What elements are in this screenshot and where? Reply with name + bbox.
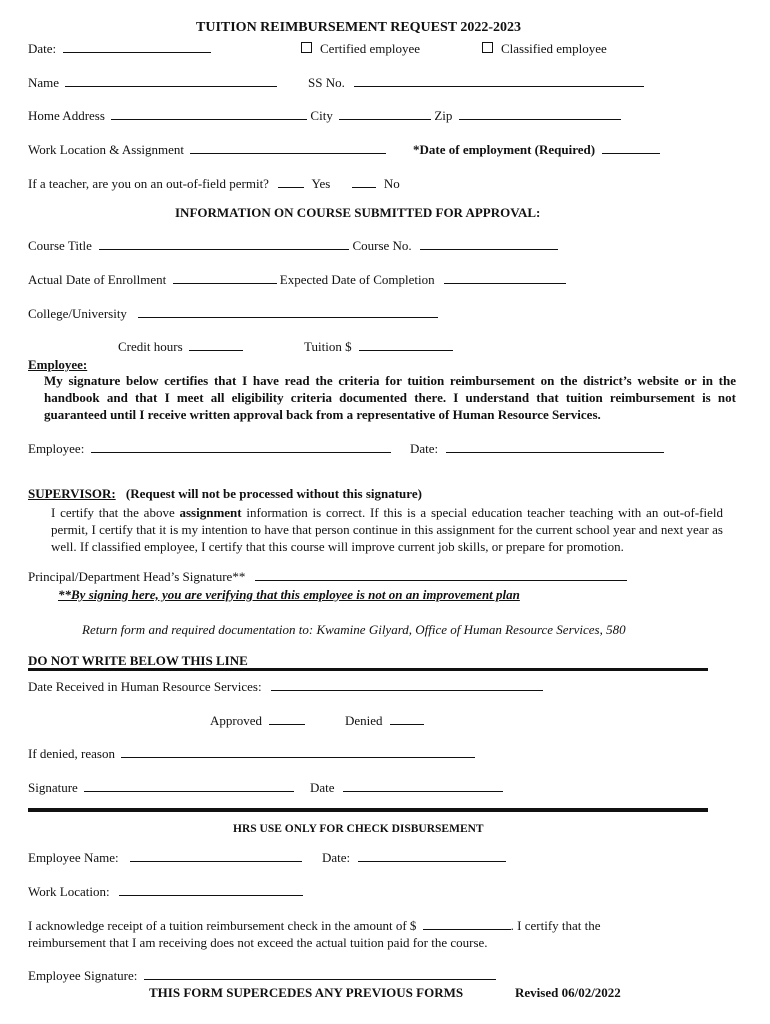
city-field[interactable] (339, 108, 431, 120)
work-location-label: Work Location & Assignment (28, 142, 185, 157)
name-label: Name (28, 75, 60, 90)
course-no-label: Course No. (352, 238, 412, 253)
certified-checkbox[interactable] (301, 42, 312, 53)
principal-signature-field[interactable] (255, 569, 627, 581)
employee-date-row (410, 441, 664, 457)
supervisor-statement (51, 504, 723, 555)
approved-field[interactable] (269, 713, 305, 725)
employee-signature-label: Employee Signature: (28, 968, 138, 983)
employee-name-label: Employee Name: (28, 850, 119, 865)
ack-text-3: reimbursement that I am receiving does not exceed the actual tuition paid for the course. (28, 935, 488, 950)
denied-label: Denied (345, 713, 383, 728)
check-amount-field[interactable] (423, 918, 511, 930)
do-not-write-heading: DO NOT WRITE BELOW THIS LINE (28, 653, 248, 668)
supervisor-text-bold: assignment (179, 505, 242, 520)
date-received-label: Date Received in Human Resource Services: (28, 679, 262, 694)
permit-question: If a teacher, are you on an out-of-field permit? (28, 176, 269, 191)
hrs-work-location-label: Work Location: (28, 884, 110, 899)
improvement-note: **By signing here, you are verifying that this employee is not on an improvement plan (58, 587, 520, 602)
hrs-work-location-row (28, 884, 303, 900)
hr-date-row (310, 780, 503, 796)
acknowledgement-row-1 (28, 918, 601, 934)
employee-date-label: Date: (410, 441, 439, 456)
denied-reason-label: If denied, reason (28, 746, 115, 761)
course-no-field[interactable] (420, 238, 558, 250)
permit-yes-label: Yes (311, 176, 331, 191)
permit-row (28, 176, 400, 192)
name-field[interactable] (65, 75, 277, 87)
enrollment-field[interactable] (173, 272, 277, 284)
approved-label: Approved (210, 713, 262, 728)
principal-sig-label: Principal/Department Head’s Signature** (28, 569, 246, 584)
zip-field[interactable] (459, 108, 621, 120)
denied-row (345, 713, 424, 729)
employee-name-row (28, 850, 302, 866)
ss-row (308, 75, 644, 91)
supervisor-text-1: I certify that the above (51, 505, 175, 520)
course-title-row (28, 238, 558, 254)
hrs-date-row (322, 850, 506, 866)
tuition-label: Tuition $ (304, 339, 352, 354)
ack-text-2: . I certify that the (510, 918, 601, 933)
form-title: TUITION REIMBURSEMENT REQUEST 2022-2023 (196, 20, 522, 35)
denied-field[interactable] (390, 713, 424, 725)
hrs-heading: HRS USE ONLY FOR CHECK DISBURSEMENT (233, 823, 484, 835)
denied-reason-row (28, 746, 475, 762)
course-title-label: Course Title (28, 238, 92, 253)
permit-yes-field[interactable] (278, 176, 304, 188)
return-note: Return form and required documentation to: Kwamine Gilyard, Office of Human Resource Services, 580 (82, 622, 626, 637)
classified-label: Classified employee (501, 41, 607, 56)
supervisor-heading-row (28, 486, 422, 502)
employee-signature-final-field[interactable] (144, 968, 496, 980)
supervisor-heading: SUPERVISOR: (28, 486, 116, 501)
city-label: City (310, 108, 333, 123)
ss-label: SS No. (308, 75, 345, 90)
approved-row (210, 713, 305, 729)
completion-field[interactable] (444, 272, 566, 284)
divider-line-thick (28, 808, 708, 812)
completion-label: Expected Date of Completion (279, 272, 435, 287)
employee-signature-row (28, 441, 391, 457)
college-row (28, 306, 438, 322)
date-label: Date: (28, 41, 57, 56)
employment-date-field[interactable] (602, 142, 660, 154)
employee-heading: Employee: (28, 357, 88, 372)
credit-hours-label: Credit hours (118, 339, 183, 354)
footer-revised: Revised 06/02/2022 (515, 985, 621, 1000)
employee-name-field[interactable] (130, 850, 302, 862)
principal-signature-row (28, 569, 627, 585)
credit-hours-field[interactable] (189, 339, 243, 351)
date-row (28, 41, 211, 57)
footer-supercedes: THIS FORM SUPERCEDES ANY PREVIOUS FORMS (149, 985, 464, 1000)
hrs-date-field[interactable] (358, 850, 506, 862)
enrollment-label: Actual Date of Enrollment (28, 272, 167, 287)
name-row (28, 75, 277, 91)
date-field[interactable] (63, 41, 211, 53)
employment-date-label: *Date of employment (Required) (413, 142, 596, 157)
divider-line (28, 668, 708, 671)
zip-label: Zip (434, 108, 453, 123)
classified-option[interactable] (482, 41, 607, 57)
college-field[interactable] (138, 306, 438, 318)
ack-text-1: I acknowledge receipt of a tuition reimbursement check in the amount of $ (28, 918, 417, 933)
college-label: College/University (28, 306, 127, 321)
supervisor-text-2: information is correct. If this is a special education teacher teaching with an out-of-field permit, I certify that it is my intention to have that person continue in this assignment for the current school year and next year as well. If classified employee, I certify that this course will improve current job skills, or prepare for promotion. (51, 505, 724, 554)
address-field[interactable] (111, 108, 307, 120)
work-location-field[interactable] (190, 142, 386, 154)
employment-date-row (413, 142, 660, 158)
hrs-date-label: Date: (322, 850, 351, 865)
tuition-row (304, 339, 453, 355)
date-received-field[interactable] (271, 679, 543, 691)
work-location-row (28, 142, 386, 158)
employee-signature-field[interactable] (91, 441, 391, 453)
classified-checkbox[interactable] (482, 42, 493, 53)
date-received-row (28, 679, 543, 695)
hr-signature-field[interactable] (84, 780, 294, 792)
course-section-heading: INFORMATION ON COURSE SUBMITTED FOR APPROVAL: (175, 205, 541, 220)
certified-label: Certified employee (320, 41, 420, 56)
certified-option[interactable] (301, 41, 420, 57)
employee-sig-label: Employee: (28, 441, 85, 456)
signature-label: Signature (28, 780, 78, 795)
denied-reason-field[interactable] (121, 746, 475, 758)
hrs-work-location-field[interactable] (119, 884, 303, 896)
permit-no-field[interactable] (352, 176, 376, 188)
tuition-field[interactable] (359, 339, 453, 351)
employee-date-field[interactable] (446, 441, 664, 453)
employee-signature-final-row (28, 968, 496, 984)
ss-field[interactable] (354, 75, 644, 87)
permit-no-label: No (383, 176, 400, 191)
enrollment-row (28, 272, 566, 288)
supervisor-note: (Request will not be processed without this signature) (125, 486, 422, 501)
credit-hours-row (118, 339, 243, 355)
course-title-field[interactable] (99, 238, 349, 250)
hr-date-field[interactable] (343, 780, 503, 792)
hr-signature-row (28, 780, 294, 796)
hr-date-label: Date (310, 780, 335, 795)
address-label: Home Address (28, 108, 105, 123)
employee-statement: My signature below certifies that I have read the criteria for tuition reimbursement on the district’s website or in the handbook and that I meet all eligibility criteria documented there. I understand that tuition reimbursement is not guaranteed until I receive written approval back from a representative of Human Resource Services. (44, 373, 736, 422)
address-row (28, 108, 621, 124)
